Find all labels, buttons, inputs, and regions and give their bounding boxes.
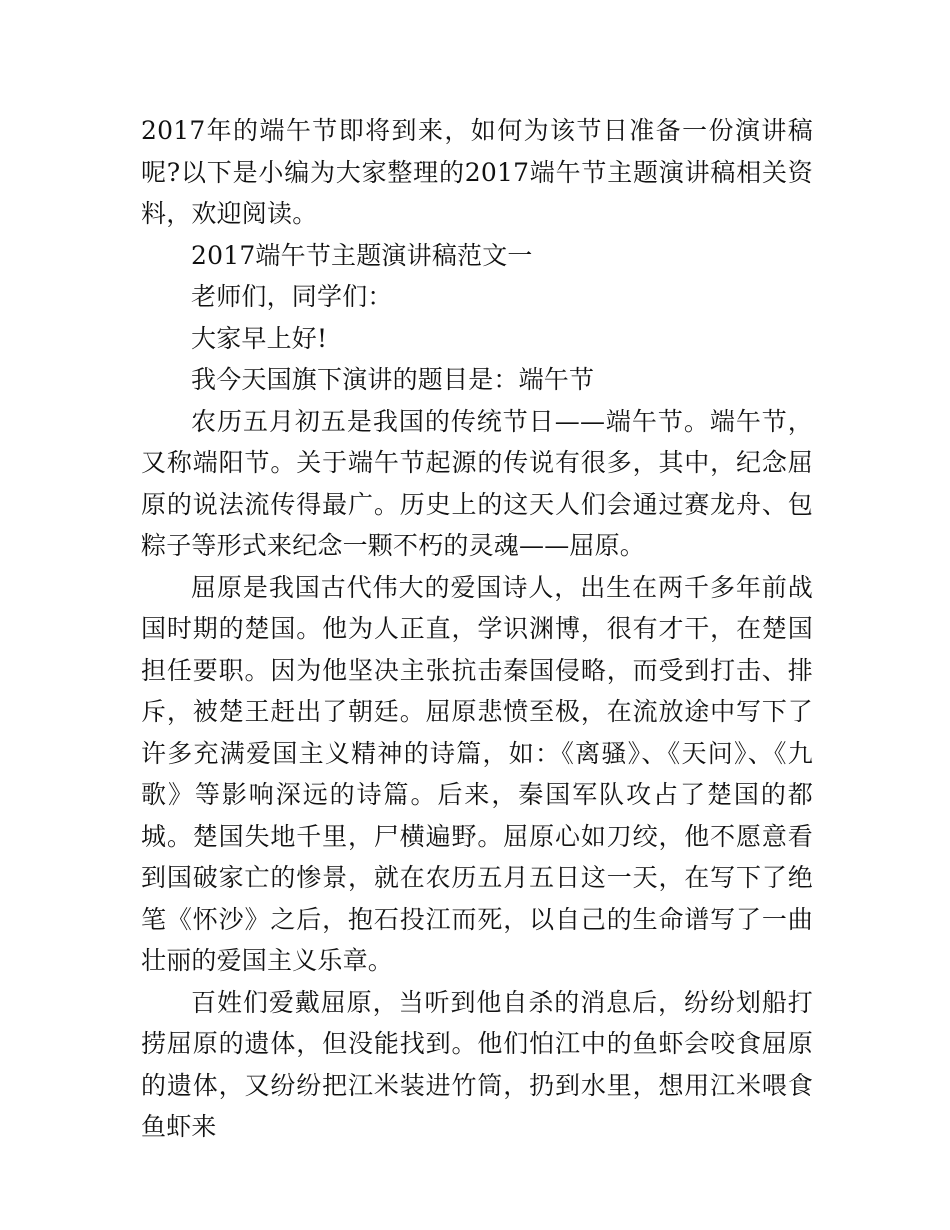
speech-title: 2017端午节主题演讲稿范文一 bbox=[191, 240, 533, 270]
paragraph-quyuan-story: 屈原是我国古代伟大的爱国诗人，出生在两千多年前战国时期的楚国。他为人正直，学识渊博，很有才干，在楚国担任要职。因为他坚决主张抗击秦国侵略，而受到打击、排斥，被楚王赶出了朝廷。屈原悲愤至极，在流放途中写下了许多充满爱国主义精神的诗篇，如：《离骚》、《天问》、《九歌》等影响深远的诗篇。后来，秦国军队攻占了楚国的都城。楚国失地千里，尸横遍野。屈原心如刀绞，他不愿意看到国破家亡的惨景，就在农历五月五日这一天，在写下了绝笔《怀沙》之后，抱石投江而死，以自己的生命谱写了一曲壮丽的爱国主义乐章。 bbox=[141, 572, 813, 975]
paragraph-festival-origin: 农历五月初五是我国的传统节日——端午节。端午节，又称端阳节。关于端午节起源的传说有很多，其中，纪念屈原的说法流传得最广。历史上的这天人们会通过赛龙舟、包粽子等形式来纪念一颗不朽的灵魂——屈原。 bbox=[141, 406, 813, 560]
document-body bbox=[141, 110, 813, 1148]
salutation: 老师们，同学们： bbox=[191, 282, 393, 311]
intro-paragraph: 2017年的端午节即将到来，如何为该节日准备一份演讲稿呢?以下是小编为大家整理的2017端午节主题演讲稿相关资料，欢迎阅读。 bbox=[141, 116, 813, 228]
paragraph-people-tribute: 百姓们爱戴屈原，当听到他自杀的消息后，纷纷划船打捞屈原的遗体，但没能找到。他们怕江中的鱼虾会咬食屈原的遗体，又纷纷把江米装进竹筒，扔到水里，想用江米喂食鱼虾来 bbox=[141, 987, 813, 1141]
greeting: 大家早上好! bbox=[191, 323, 328, 353]
speech-topic: 我今天国旗下演讲的题目是：端午节 bbox=[191, 365, 595, 394]
